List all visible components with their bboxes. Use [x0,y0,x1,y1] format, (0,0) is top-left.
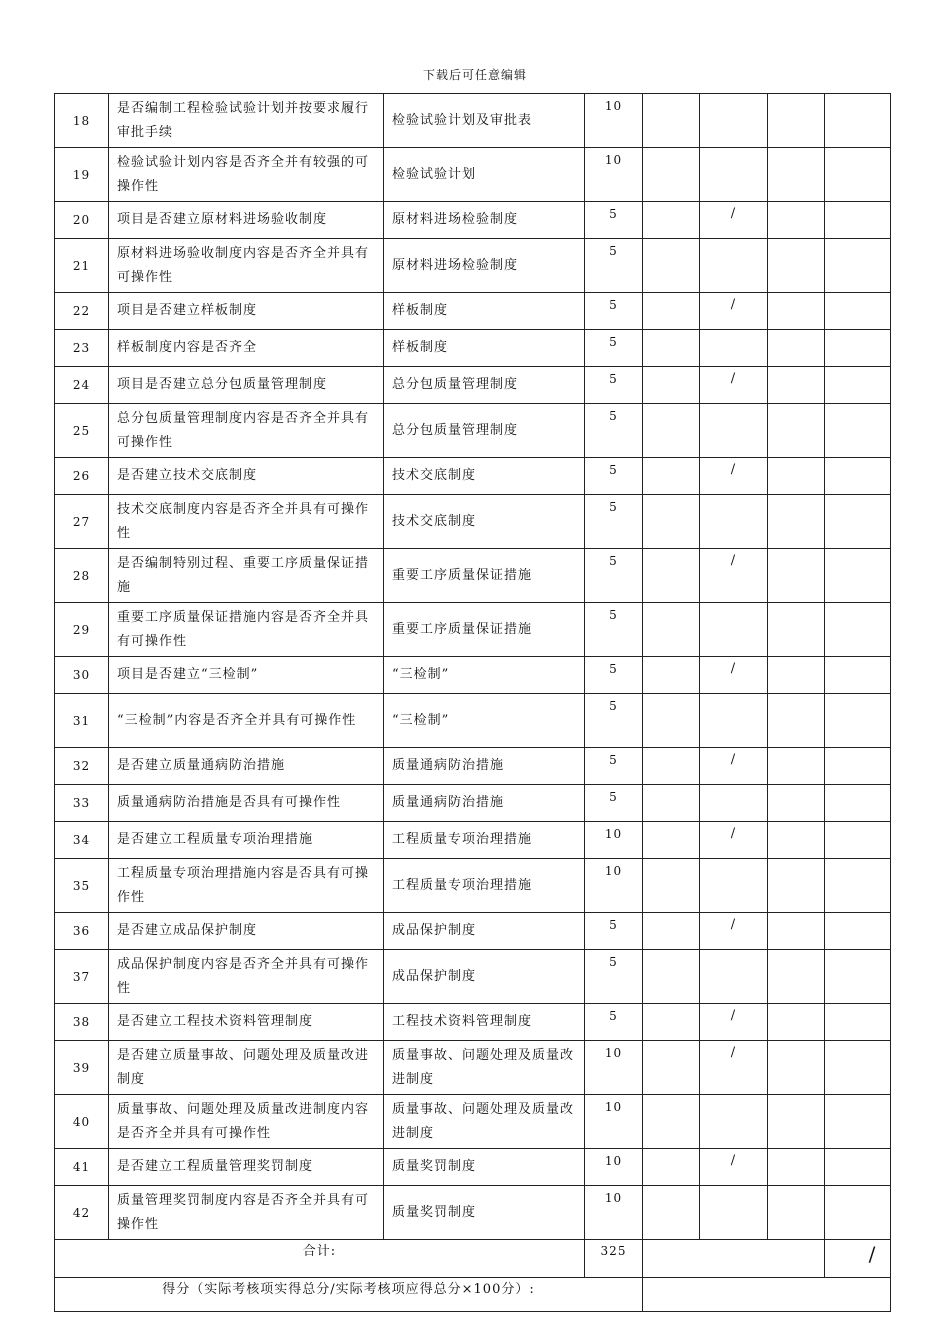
row-mark: / [700,549,768,603]
row-check-item: 是否建立工程技术资料管理制度 [109,1004,384,1041]
row-number: 37 [55,950,109,1004]
row-mark [700,1095,768,1149]
row-blank-cell [825,458,891,495]
row-check-item: 项目是否建立样板制度 [109,293,384,330]
row-basis: 原材料进场检验制度 [384,239,585,293]
table-row [55,148,891,202]
row-score: 10 [585,1041,643,1095]
row-blank-cell [768,549,825,603]
row-check-item: 成品保护制度内容是否齐全并具有可操作性 [109,950,384,1004]
row-blank-cell [768,748,825,785]
row-blank-cell [768,822,825,859]
row-number: 29 [55,603,109,657]
table-row [55,404,891,458]
row-blank-cell [768,603,825,657]
row-basis: 工程质量专项治理措施 [384,822,585,859]
row-number: 35 [55,859,109,913]
row-blank-cell [825,1004,891,1041]
row-score: 5 [585,239,643,293]
row-blank-cell [643,913,700,950]
row-check-item: 是否建立工程质量专项治理措施 [109,822,384,859]
table-row [55,458,891,495]
row-blank-cell [825,549,891,603]
table-row [55,202,891,239]
row-check-item: 是否建立质量事故、问题处理及质量改进制度 [109,1041,384,1095]
row-score: 5 [585,293,643,330]
row-number: 33 [55,785,109,822]
row-number: 39 [55,1041,109,1095]
row-blank-cell [768,1095,825,1149]
row-score: 5 [585,913,643,950]
total-score: 325 [585,1240,643,1278]
row-number: 28 [55,549,109,603]
row-check-item: 项目是否建立“三检制” [109,657,384,694]
row-check-item: 工程质量专项治理措施内容是否具有可操作性 [109,859,384,913]
row-number: 18 [55,94,109,148]
row-score: 10 [585,822,643,859]
row-mark: / [700,1004,768,1041]
row-score: 10 [585,1186,643,1240]
row-blank-cell [768,657,825,694]
row-check-item: 质量管理奖罚制度内容是否齐全并具有可操作性 [109,1186,384,1240]
row-blank-cell [768,330,825,367]
row-blank-cell [643,549,700,603]
row-check-item: 技术交底制度内容是否齐全并具有可操作性 [109,495,384,549]
row-score: 5 [585,694,643,748]
row-blank-cell [768,202,825,239]
row-blank-cell [643,1004,700,1041]
row-check-item: 是否建立技术交底制度 [109,458,384,495]
row-blank-cell [643,748,700,785]
row-blank-cell [643,367,700,404]
final-score-row [55,1278,891,1312]
table-row [55,859,891,913]
row-blank-cell [825,1149,891,1186]
row-number: 34 [55,822,109,859]
assessment-table [54,93,891,1312]
row-basis: “三检制” [384,694,585,748]
row-score: 10 [585,148,643,202]
row-check-item: 是否建立工程质量管理奖罚制度 [109,1149,384,1186]
row-basis: 检验试验计划及审批表 [384,94,585,148]
row-number: 31 [55,694,109,748]
total-row [55,1240,891,1278]
table-row [55,495,891,549]
row-blank-cell [768,367,825,404]
final-score-label: 得分（实际考核项实得总分/实际考核项应得总分×100分）: [55,1278,643,1312]
row-blank-cell [643,1095,700,1149]
row-number: 20 [55,202,109,239]
row-blank-cell [825,94,891,148]
row-mark: / [700,367,768,404]
row-blank-cell [643,1041,700,1095]
row-blank-cell [643,293,700,330]
row-blank-cell [825,148,891,202]
row-number: 36 [55,913,109,950]
row-check-item: 重要工序质量保证措施内容是否齐全并具有可操作性 [109,603,384,657]
row-number: 40 [55,1095,109,1149]
row-check-item: 是否编制工程检验试验计划并按要求履行审批手续 [109,94,384,148]
row-score: 5 [585,785,643,822]
row-mark [700,495,768,549]
table-row [55,1149,891,1186]
row-basis: 成品保护制度 [384,913,585,950]
table-row [55,1186,891,1240]
row-mark [700,404,768,458]
row-basis: 技术交底制度 [384,458,585,495]
row-blank-cell [825,603,891,657]
row-blank-cell [825,293,891,330]
row-blank-cell [768,148,825,202]
row-mark [700,148,768,202]
row-mark: / [700,748,768,785]
row-blank-cell [643,657,700,694]
row-number: 42 [55,1186,109,1240]
header-note: 下载后可任意编辑 [422,68,527,82]
row-mark: / [700,202,768,239]
row-blank-cell [768,458,825,495]
row-blank-cell [825,950,891,1004]
table-row [55,603,891,657]
row-blank-cell [825,859,891,913]
row-basis: 检验试验计划 [384,148,585,202]
row-score: 10 [585,94,643,148]
row-score: 5 [585,330,643,367]
row-blank-cell [643,603,700,657]
total-label: 合计: [55,1240,585,1278]
row-check-item: 项目是否建立原材料进场验收制度 [109,202,384,239]
row-basis: 成品保护制度 [384,950,585,1004]
row-number: 21 [55,239,109,293]
row-blank-cell [643,859,700,913]
row-check-item: 总分包质量管理制度内容是否齐全并具有可操作性 [109,404,384,458]
row-score: 5 [585,202,643,239]
row-number: 38 [55,1004,109,1041]
row-blank-cell [768,495,825,549]
row-basis: 样板制度 [384,293,585,330]
row-blank-cell [643,822,700,859]
row-blank-cell [768,913,825,950]
row-blank-cell [643,94,700,148]
row-basis: 质量奖罚制度 [384,1149,585,1186]
row-blank-cell [768,785,825,822]
row-blank-cell [825,239,891,293]
table-row [55,950,891,1004]
row-blank-cell [643,1149,700,1186]
row-blank-cell [825,404,891,458]
row-blank-cell [643,404,700,458]
row-blank-cell [643,202,700,239]
row-score: 5 [585,367,643,404]
row-blank-cell [825,785,891,822]
row-check-item: “三检制”内容是否齐全并具有可操作性 [109,694,384,748]
row-basis: 质量事故、问题处理及质量改进制度 [384,1041,585,1095]
row-basis: 样板制度 [384,330,585,367]
row-blank-cell [768,293,825,330]
table-row [55,1041,891,1095]
row-check-item: 是否建立成品保护制度 [109,913,384,950]
row-number: 23 [55,330,109,367]
row-blank-cell [643,330,700,367]
row-mark [700,785,768,822]
row-number: 27 [55,495,109,549]
table-row [55,748,891,785]
row-check-item: 质量事故、问题处理及质量改进制度内容是否齐全并具有可操作性 [109,1095,384,1149]
table-row [55,367,891,404]
row-score: 5 [585,1004,643,1041]
row-mark [700,239,768,293]
table-row [55,822,891,859]
row-basis: 质量奖罚制度 [384,1186,585,1240]
table-row [55,785,891,822]
row-check-item: 原材料进场验收制度内容是否齐全并具有可操作性 [109,239,384,293]
row-blank-cell [825,822,891,859]
row-number: 26 [55,458,109,495]
row-blank-cell [825,694,891,748]
row-blank-cell [768,1186,825,1240]
row-mark [700,603,768,657]
row-mark: / [700,822,768,859]
table-row [55,657,891,694]
row-basis: 重要工序质量保证措施 [384,549,585,603]
row-number: 19 [55,148,109,202]
row-blank-cell [768,1149,825,1186]
row-blank-cell [768,694,825,748]
row-blank-cell [825,495,891,549]
row-blank-cell [768,94,825,148]
row-score: 5 [585,404,643,458]
table-row [55,330,891,367]
total-mark: / [825,1240,891,1278]
row-blank-cell [825,367,891,404]
row-score: 10 [585,1095,643,1149]
row-blank-cell [643,950,700,1004]
row-blank-cell [768,950,825,1004]
row-mark: / [700,458,768,495]
row-check-item: 是否建立质量通病防治措施 [109,748,384,785]
row-mark [700,1186,768,1240]
row-number: 25 [55,404,109,458]
row-basis: “三检制” [384,657,585,694]
row-mark: / [700,657,768,694]
row-check-item: 检验试验计划内容是否齐全并有较强的可操作性 [109,148,384,202]
total-blank-cell [643,1240,825,1278]
row-basis: 总分包质量管理制度 [384,404,585,458]
row-score: 5 [585,657,643,694]
table-row [55,239,891,293]
row-blank-cell [825,1041,891,1095]
table-row [55,694,891,748]
table-row [55,1004,891,1041]
row-number: 24 [55,367,109,404]
row-check-item: 质量通病防治措施是否具有可操作性 [109,785,384,822]
row-mark: / [700,1041,768,1095]
row-basis: 技术交底制度 [384,495,585,549]
row-mark [700,330,768,367]
row-mark: / [700,293,768,330]
row-mark [700,950,768,1004]
row-score: 10 [585,1149,643,1186]
row-score: 10 [585,859,643,913]
row-basis: 总分包质量管理制度 [384,367,585,404]
row-basis: 质量通病防治措施 [384,785,585,822]
table-row [55,293,891,330]
row-basis: 重要工序质量保证措施 [384,603,585,657]
row-blank-cell [643,785,700,822]
row-blank-cell [825,913,891,950]
row-blank-cell [643,239,700,293]
table-row [55,913,891,950]
row-blank-cell [643,148,700,202]
row-blank-cell [768,1004,825,1041]
row-basis: 质量通病防治措施 [384,748,585,785]
table-row [55,549,891,603]
row-mark: / [700,1149,768,1186]
row-blank-cell [768,239,825,293]
row-mark [700,694,768,748]
row-blank-cell [643,495,700,549]
row-basis: 质量事故、问题处理及质量改进制度 [384,1095,585,1149]
row-number: 22 [55,293,109,330]
table-row [55,1095,891,1149]
row-check-item: 样板制度内容是否齐全 [109,330,384,367]
row-basis: 原材料进场检验制度 [384,202,585,239]
row-blank-cell [825,330,891,367]
row-blank-cell [825,202,891,239]
row-number: 32 [55,748,109,785]
row-blank-cell [643,1186,700,1240]
table-row [55,94,891,148]
table-body [55,94,891,1240]
row-number: 41 [55,1149,109,1186]
row-mark: / [700,913,768,950]
row-blank-cell [825,657,891,694]
row-number: 30 [55,657,109,694]
row-blank-cell [825,1186,891,1240]
row-basis: 工程质量专项治理措施 [384,859,585,913]
row-check-item: 项目是否建立总分包质量管理制度 [109,367,384,404]
row-blank-cell [768,1041,825,1095]
row-score: 5 [585,950,643,1004]
row-mark [700,94,768,148]
row-blank-cell [825,748,891,785]
row-score: 5 [585,748,643,785]
row-score: 5 [585,549,643,603]
row-blank-cell [768,404,825,458]
row-score: 5 [585,495,643,549]
row-blank-cell [643,694,700,748]
row-check-item: 是否编制特别过程、重要工序质量保证措施 [109,549,384,603]
row-score: 5 [585,458,643,495]
row-blank-cell [768,859,825,913]
row-mark [700,859,768,913]
row-score: 5 [585,603,643,657]
row-basis: 工程技术资料管理制度 [384,1004,585,1041]
row-blank-cell [825,1095,891,1149]
row-blank-cell [643,458,700,495]
final-score-value-cell[interactable] [643,1278,891,1312]
